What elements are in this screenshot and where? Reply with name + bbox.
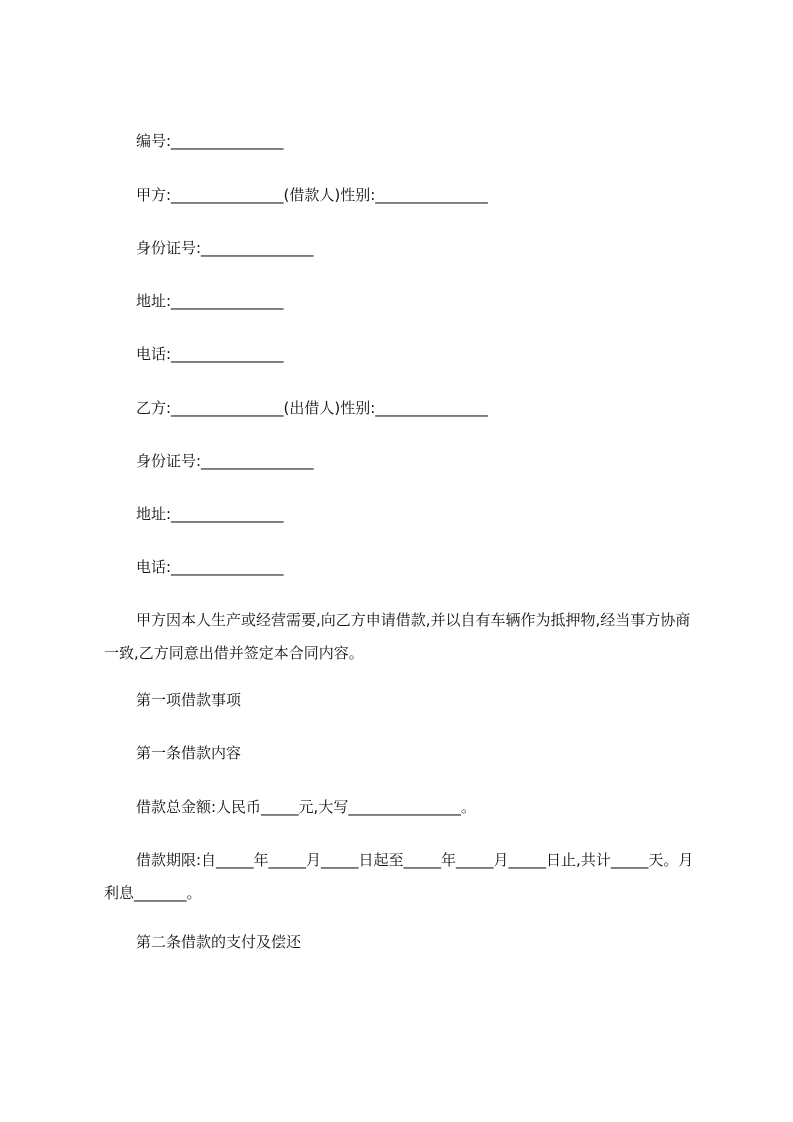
article-heading: 第二条借款的支付及偿还 bbox=[136, 933, 302, 951]
loan-amount-field: 借款总金额:人民币_____元,大写_______________。 bbox=[136, 798, 476, 816]
party-a-phone-field: 电话:_______________ bbox=[136, 345, 284, 363]
party-b-name-gender-field: 乙方:_______________(出借人)性别:_______________ bbox=[136, 399, 488, 417]
party-b-id-field: 身份证号:_______________ bbox=[136, 452, 314, 470]
contract-number-field: 编号:_______________ bbox=[136, 132, 284, 150]
article-heading: 第一条借款内容 bbox=[136, 744, 242, 762]
party-b-phone-field: 电话:_______________ bbox=[136, 558, 284, 576]
section-heading: 第一项借款事项 bbox=[136, 691, 242, 709]
party-a-address-field: 地址:_______________ bbox=[136, 292, 284, 310]
party-b-address-field: 地址:_______________ bbox=[136, 505, 284, 523]
intro-paragraph: 甲方因本人生产或经营需要,向乙方申请借款,并以自有车辆作为抵押物,经当事方协商一致,乙方同意出借并签定本合同内容。 bbox=[104, 611, 691, 662]
party-a-name-gender-field: 甲方:_______________(借款人)性别:_______________ bbox=[136, 186, 488, 204]
loan-term-paragraph: 借款期限:自_____年_____月_____日起至_____年_____月_____日止,共计_____天。月利息_______。 bbox=[104, 851, 694, 902]
party-a-id-field: 身份证号:_______________ bbox=[136, 239, 314, 257]
